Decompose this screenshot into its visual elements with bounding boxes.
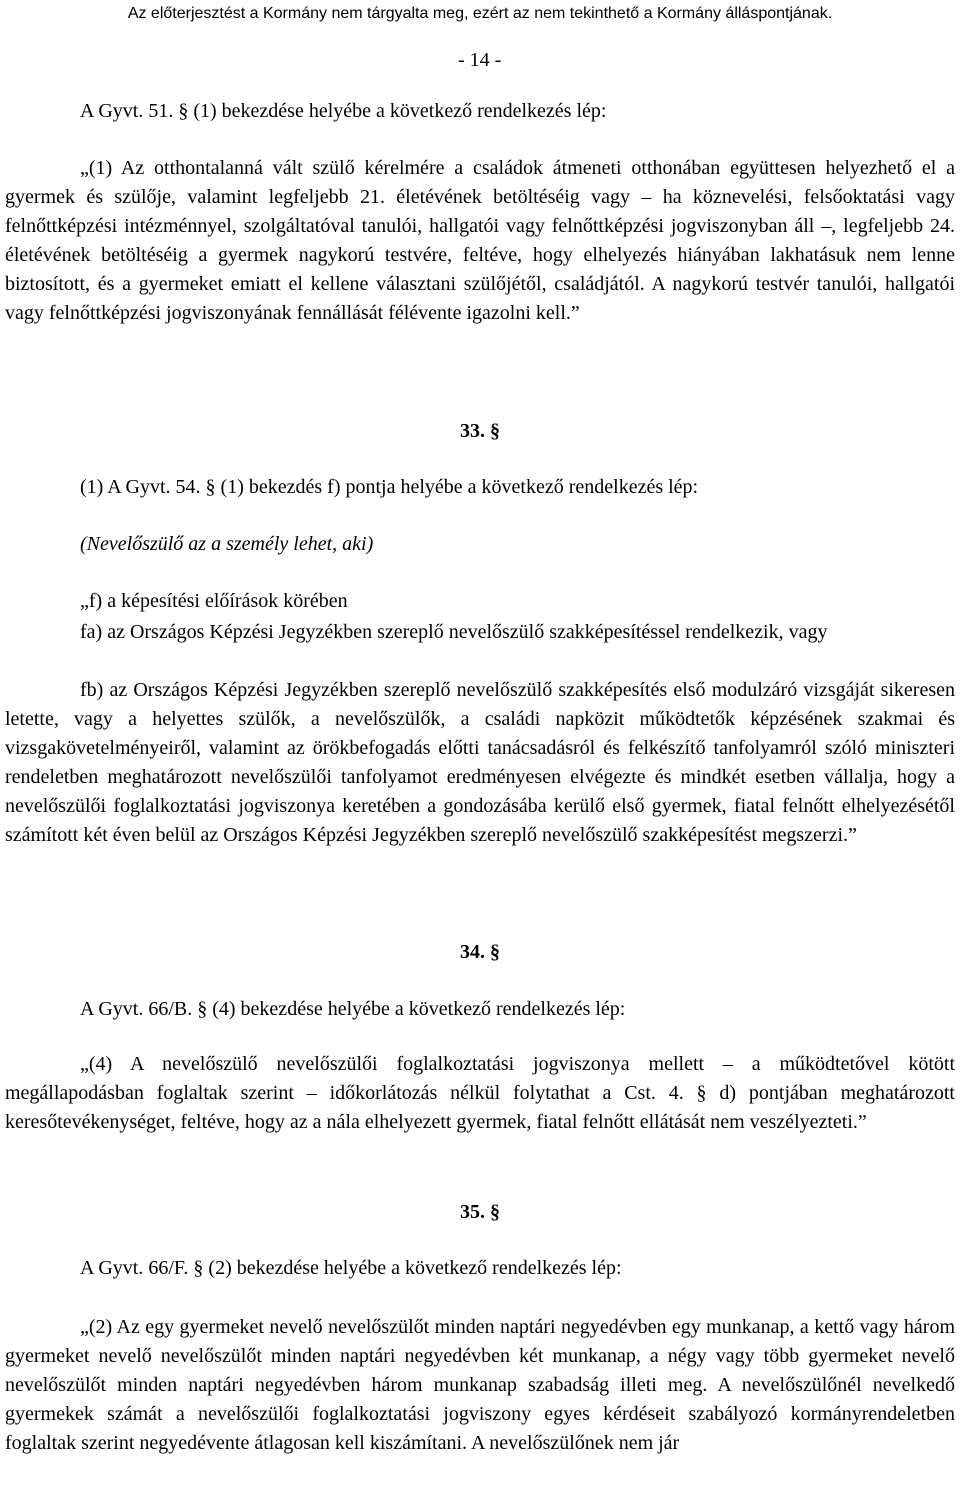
amendment-lead-54: (1) A Gyvt. 54. § (1) bekezdés f) pontja helyébe a következő rendelkezés lép: <box>80 476 699 498</box>
page-number: - 14 - <box>458 49 502 71</box>
amendment-lead-51: A Gyvt. 51. § (1) bekezdése helyébe a következő rendelkezés lép: <box>80 100 607 122</box>
section-heading-34: 34. § <box>460 941 500 963</box>
section-heading-33: 33. § <box>460 420 500 442</box>
amendment-lead-66f: A Gyvt. 66/F. § (2) bekezdése helyébe a következő rendelkezés lép: <box>80 1257 622 1279</box>
context-clause: (Nevelőszülő az a személy lehet, aki) <box>80 533 374 555</box>
amendment-lead-66b: A Gyvt. 66/B. § (4) bekezdése helyébe a következő rendelkezés lép: <box>80 998 626 1020</box>
point-f: „f) a képesítési előírások körében <box>80 590 348 612</box>
disclaimer-header: Az előterjesztést a Kormány nem tárgyalta meg, ezért az nem tekinthető a Kormány álláspontjának. <box>127 5 833 22</box>
point-fb: fb) az Országos Képzési Jegyzékben szereplő nevelőszülő szakképesítés első modulzáró vizsgáját sikeresen letette, vagy a helyettes szülők, a nevelőszülők, a családi napközit működtetők képzésének szakmai és vizsgakövetelményeiről, valamint az örökbefogadás előtti tanácsadásról és felkészítő tanfolyamról szóló miniszteri rendeletben meghatározott nevelőszülői tanfolyamot eredményesen elvégezte és mindkét esetben vállalja, hogy a nevelőszülői foglalkoztatási jogviszonya keretében a gondozásába kerülő első gyermek, fiatal felnőtt elhelyezésétől számított két éven belül az Országos Képzési Jegyzékben szereplő nevelőszülő szakképesítést megszerzi.” <box>5 679 955 846</box>
amendment-text-51: „(1) Az otthontalanná vált szülő kérelmére a családok átmeneti otthonában együttesen helyezhető el a gyermek és szülője, valamint legfeljebb 21. életévének betöltéséig vagy ‒ ha köznevelési, felsőoktatási vagy felnőttképzési intézménnyel, szolgáltatóval tanulói, hallgatói vagy felnőttképzési jogviszonyban áll ‒, legfeljebb 24. életévének betöltéséig a gyermek nagykorú testvére, feltéve, hogy elhelyezés hiányában lakhatásuk nem lenne biztosított, és a gyermeket emiatt el kellene választani szülőjétől, családjától. A nagykorú testvér tanulói, hallgatói vagy felnőttképzési jogviszonyának fennállását félévente igazolni kell.” <box>5 157 955 324</box>
section-heading-35: 35. § <box>460 1201 500 1223</box>
point-fa: fa) az Országos Képzési Jegyzékben szereplő nevelőszülő szakképesítéssel rendelkezik, vagy <box>80 621 828 643</box>
amendment-text-66f: „(2) Az egy gyermeket nevelő nevelőszülőt minden naptári negyedévben egy munkanap, a kettő vagy három gyermeket nevelő nevelőszülőt minden naptári negyedévben két munkanap, a négy vagy több gyermeket nevelő nevelőszülőt minden naptári negyedévben három munkanap szabadság illeti meg. A nevelőszülőnél nevelkedő gyermekek számát a nevelőszülői foglalkoztatási jogviszony egyes kérdéseit szabályozó kormányrendeletben foglaltak szerint negyedévente átlagosan kell kiszámítani. A nevelőszülőnek nem jár <box>5 1316 955 1454</box>
amendment-text-66b: „(4) A nevelőszülő nevelőszülői foglalkoztatási jogviszonya mellett ‒ a működtetővel kötött megállapodásban foglaltak szerint ‒ időkorlátozás nélkül folytathat a Cst. 4. § d) pontjában meghatározott keresőtevékenységet, feltéve, hogy az a nála elhelyezett gyermek, fiatal felnőtt ellátását nem veszélyezteti.” <box>5 1053 955 1133</box>
